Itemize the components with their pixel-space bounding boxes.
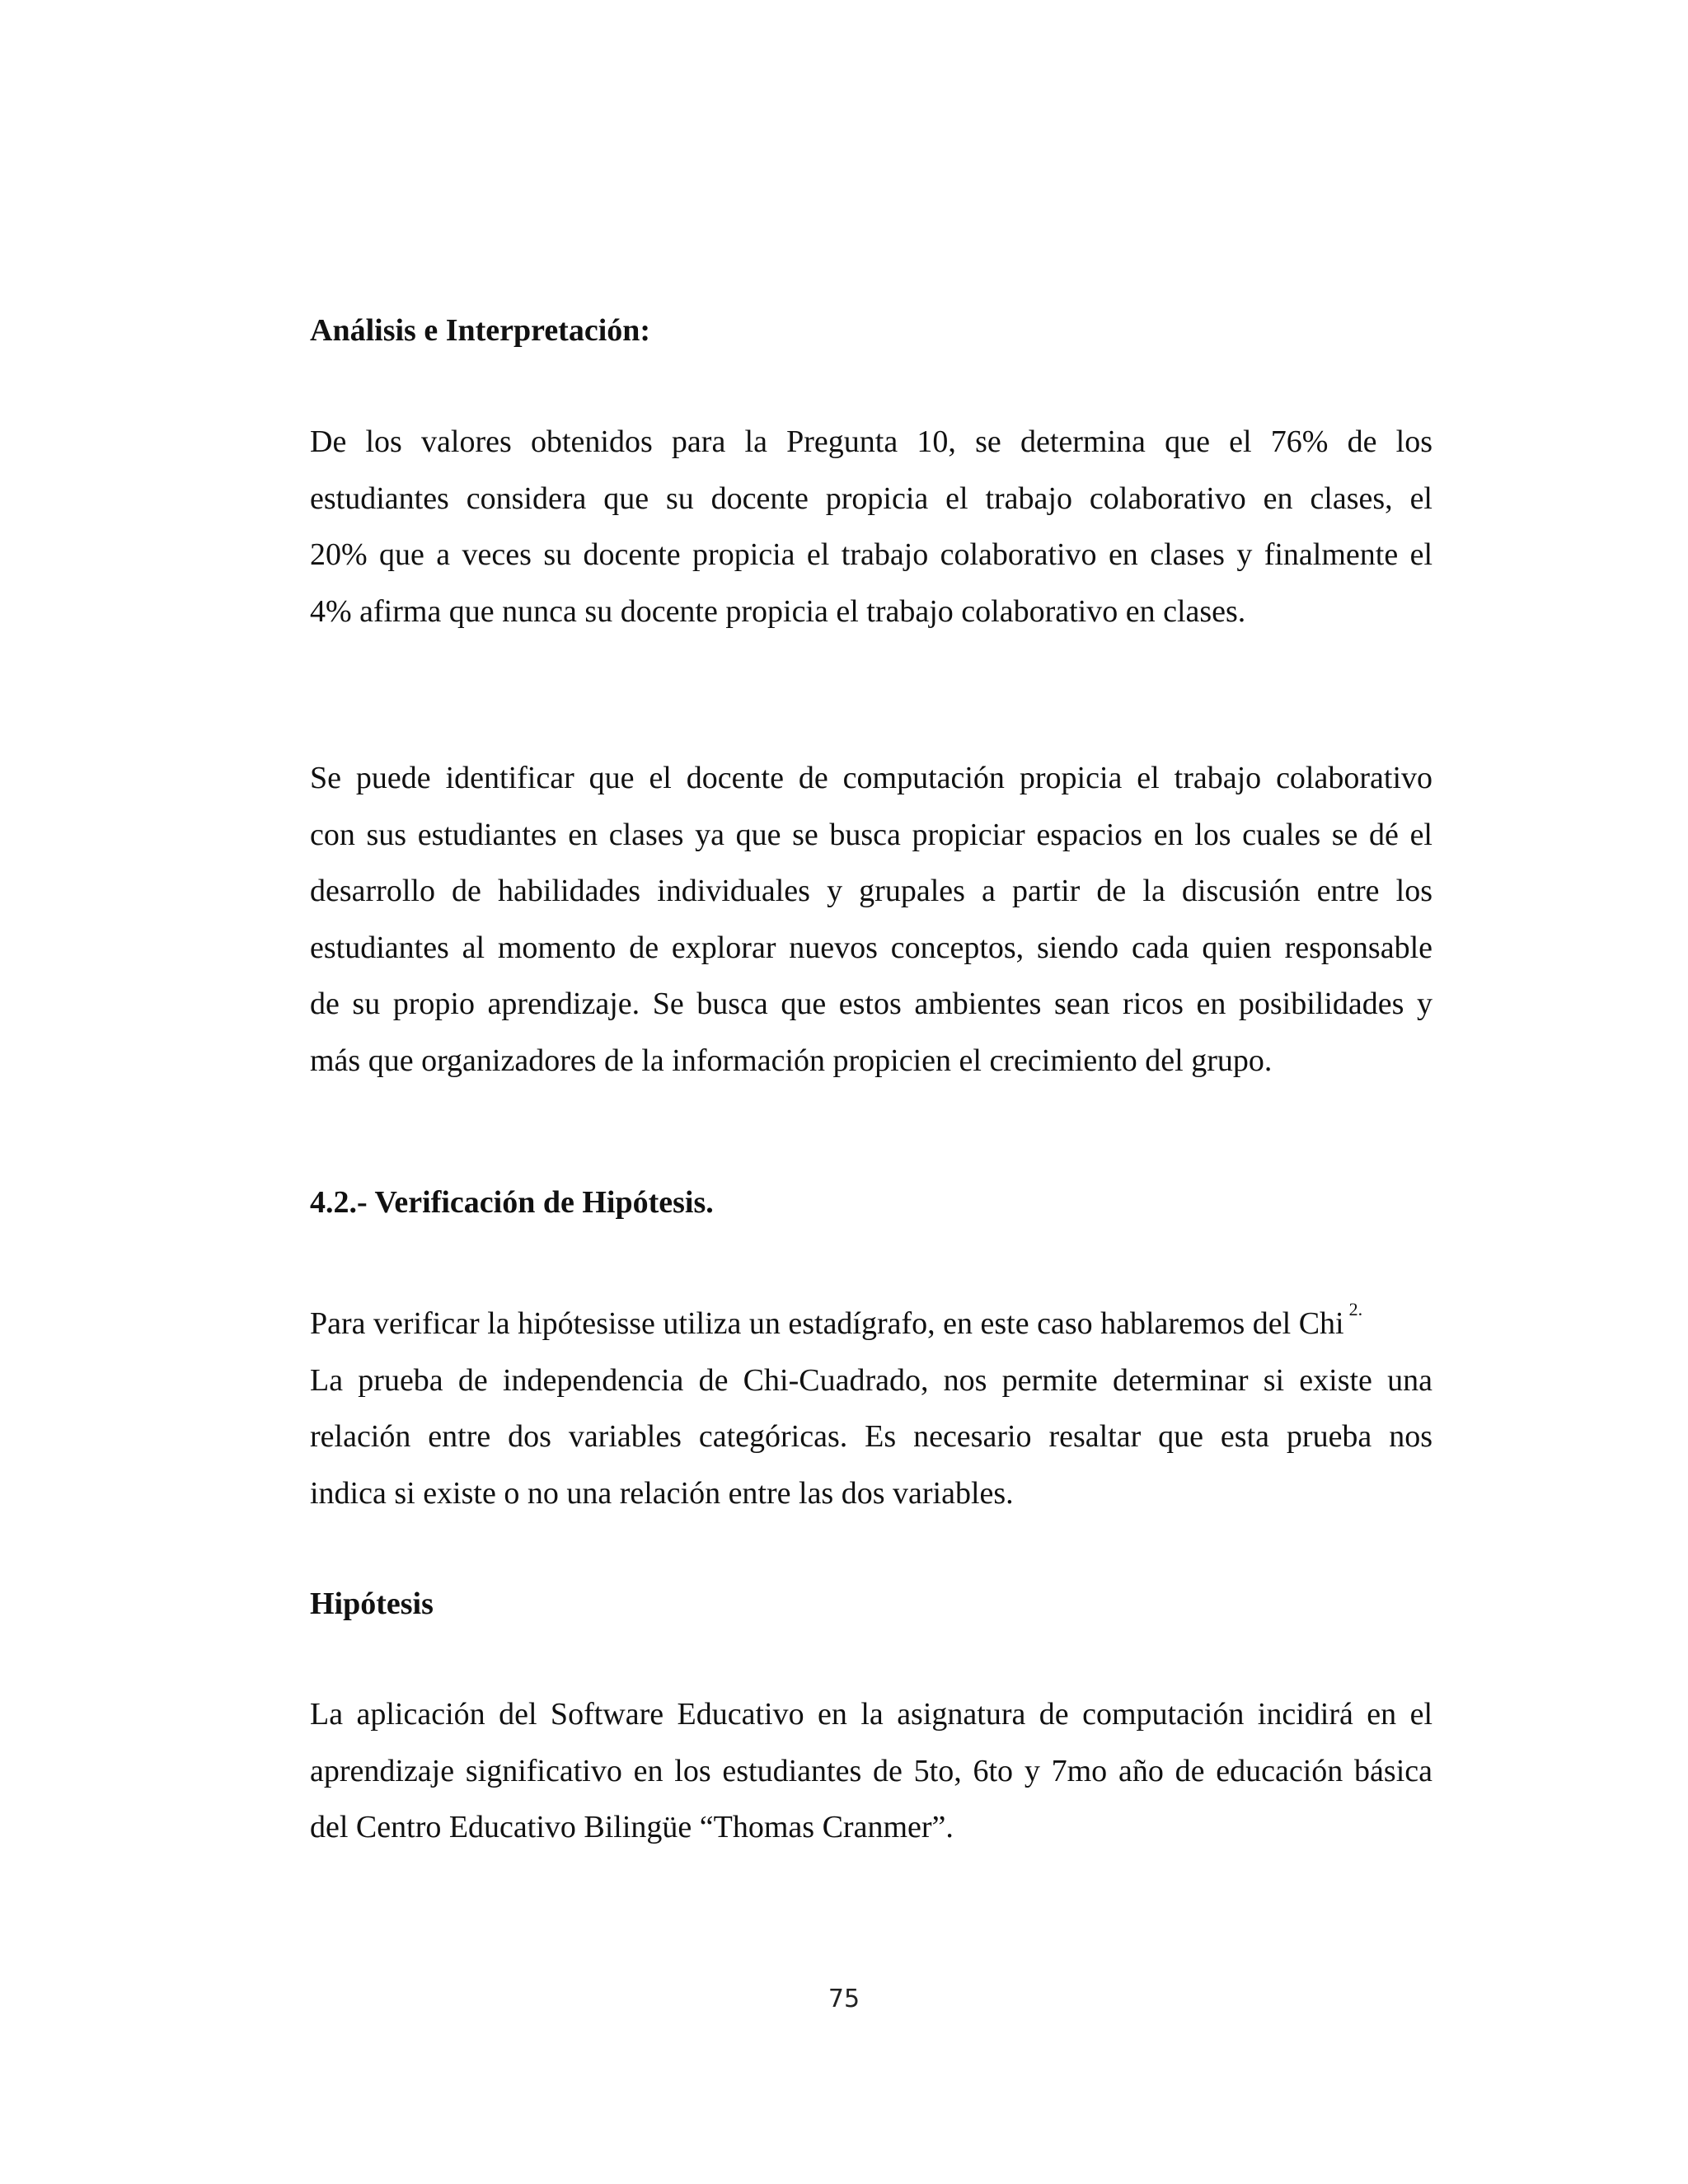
section-heading-hypothesis: Hipótesis: [310, 1586, 434, 1621]
text-line: del Centro Educativo Bilingüe “Thomas Cranmer”.: [310, 1810, 954, 1844]
text-line: indica si existe o no una relación entre las dos variables.: [310, 1475, 1014, 1511]
text-line-content: Para verificar la hipótesisse utiliza un estadígrafo, en este caso hablaremos del Chi: [310, 1306, 1344, 1341]
page-number: 75: [828, 1985, 860, 2013]
text-line: 4% afirma que nunca su docente propicia el trabajo colaborativo en clases.: [310, 593, 1246, 629]
text-line: estudiantes al momento de explorar nuevos conceptos, siendo cada quien responsable: [310, 930, 1432, 965]
text-line: más que organizadores de la información propicien el crecimiento del grupo.: [310, 1043, 1273, 1078]
paragraph-chi-square: [310, 1296, 1432, 1521]
text-line: aprendizaje significativo en los estudiantes de 5to, 6to y 7mo año de educación básica: [310, 1753, 1432, 1788]
text-line: La aplicación del Software Educativo en la asignatura de computación incidirá en el: [310, 1697, 1432, 1732]
paragraph-interpretation: [310, 750, 1432, 1089]
text-line: relación entre dos variables categóricas. Es necesario resaltar que esta prueba nos: [310, 1419, 1432, 1454]
section-heading-verification: 4.2.- Verificación de Hipótesis.: [310, 1185, 714, 1220]
text-line: de su propio aprendizaje. Se busca que estos ambientes sean ricos en posibilidades y: [310, 987, 1432, 1021]
text-line: 20% que a veces su docente propicia el trabajo colaborativo en clases y finalmente el: [310, 537, 1432, 572]
text-line: estudiantes considera que su docente propicia el trabajo colaborativo en clases, el: [310, 480, 1432, 516]
paragraph-hypothesis: [310, 1686, 1432, 1856]
section-heading-analysis: Análisis e Interpretación:: [310, 313, 651, 348]
text-line: De los valores obtenidos para la Pregunta 10, se determina que el 76% de los: [310, 424, 1432, 459]
paragraph-results: [310, 414, 1432, 640]
text-line: con sus estudiantes en clases ya que se busca propiciar espacios en los cuales se dé el: [310, 817, 1432, 852]
text-line: [310, 1296, 1432, 1352]
superscript-footnote: 2.: [1348, 1299, 1363, 1319]
text-line: La prueba de independencia de Chi-Cuadrado, nos permite determinar si existe una: [310, 1362, 1432, 1398]
text-line: desarrollo de habilidades individuales y grupales a partir de la discusión entre los: [310, 874, 1432, 908]
text-line: Se puede identificar que el docente de computación propicia el trabajo colaborativo: [310, 761, 1432, 795]
